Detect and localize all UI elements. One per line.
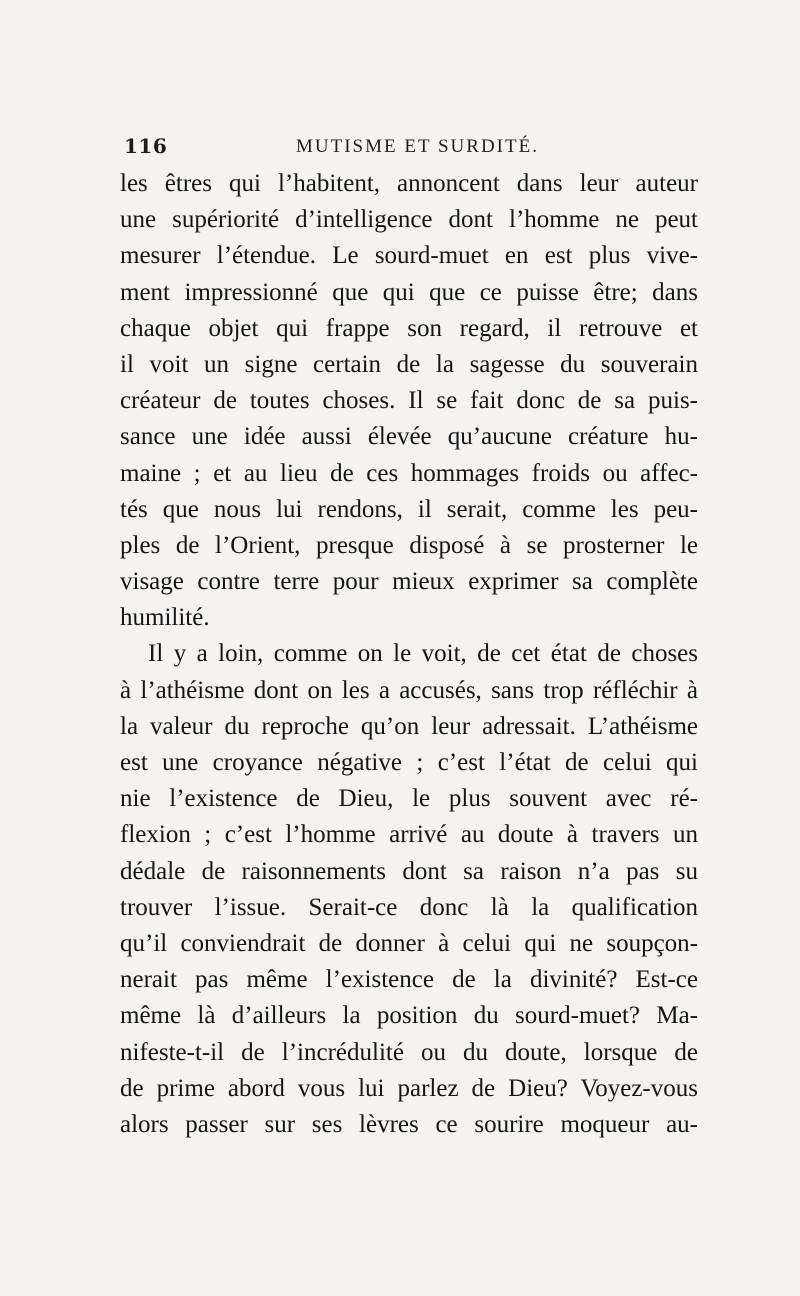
text-line: nie l’existence de Dieu, le plus souvent avec ré- bbox=[120, 785, 698, 813]
text-line: ment impressionné que qui que ce puisse être; dans bbox=[120, 278, 698, 306]
page-number: 116 bbox=[124, 134, 168, 158]
text-line: dédale de raisonnements dont sa raison n’a pas su bbox=[120, 857, 698, 885]
text-line: de prime abord vous lui parlez de Dieu? Voyez-vous bbox=[120, 1074, 698, 1102]
text-line: tés que nous lui rendons, il serait, comme les peu- bbox=[120, 495, 698, 523]
text-line: est une croyance négative ; c’est l’état de celui qui bbox=[120, 749, 698, 776]
text-line: même là d’ailleurs la position du sourd-muet? Ma- bbox=[120, 1002, 698, 1030]
text-line: visage contre terre pour mieux exprimer sa complète bbox=[120, 568, 698, 596]
text-line: chaque objet qui frappe son regard, il retrouve et bbox=[120, 314, 698, 342]
text-line: créateur de toutes choses. Il se fait donc de sa puis- bbox=[120, 387, 698, 415]
paragraph-1 bbox=[120, 166, 698, 636]
text-line: mesurer l’étendue. Le sourd-muet en est plus vive- bbox=[120, 242, 698, 270]
text-line: il voit un signe certain de la sagesse du souverain bbox=[120, 350, 698, 378]
text-line: une supériorité d’intelligence dont l’homme ne peut bbox=[120, 206, 698, 234]
paragraph-2 bbox=[120, 636, 698, 1143]
body-text bbox=[120, 166, 698, 1143]
text-line: les êtres qui l’habitent, annoncent dans leur auteur bbox=[120, 170, 698, 197]
running-title: MUTISME ET SURDITÉ. bbox=[296, 136, 539, 157]
text-line: maine ; et au lieu de ces hommages froids ou affec- bbox=[120, 459, 698, 487]
text-line: ples de l’Orient, presque disposé à se prosterner le bbox=[120, 531, 698, 559]
text-line: trouver l’issue. Serait-ce donc là la qualification bbox=[120, 893, 698, 921]
text-line: la valeur du reproche qu’on leur adressait. L’athéisme bbox=[120, 712, 698, 740]
text-line: sance une idée aussi élevée qu’aucune créature hu- bbox=[120, 423, 698, 451]
text-line: nifeste-t-il de l’incrédulité ou du doute, lorsque de bbox=[120, 1038, 698, 1066]
text-line: qu’il conviendrait de donner à celui qui ne soupçon- bbox=[120, 929, 698, 957]
text-line: Il y a loin, comme on le voit, de cet état de choses bbox=[148, 640, 698, 668]
text-line: à l’athéisme dont on les a accusés, sans trop réfléchir à bbox=[120, 676, 698, 704]
text-line: humilité. bbox=[120, 604, 210, 632]
text-line: alors passer sur ses lèvres ce sourire moqueur au- bbox=[120, 1110, 698, 1138]
text-line: flexion ; c’est l’homme arrivé au doute à travers un bbox=[120, 821, 698, 849]
text-line: nerait pas même l’existence de la divinité? Est-ce bbox=[120, 966, 698, 994]
